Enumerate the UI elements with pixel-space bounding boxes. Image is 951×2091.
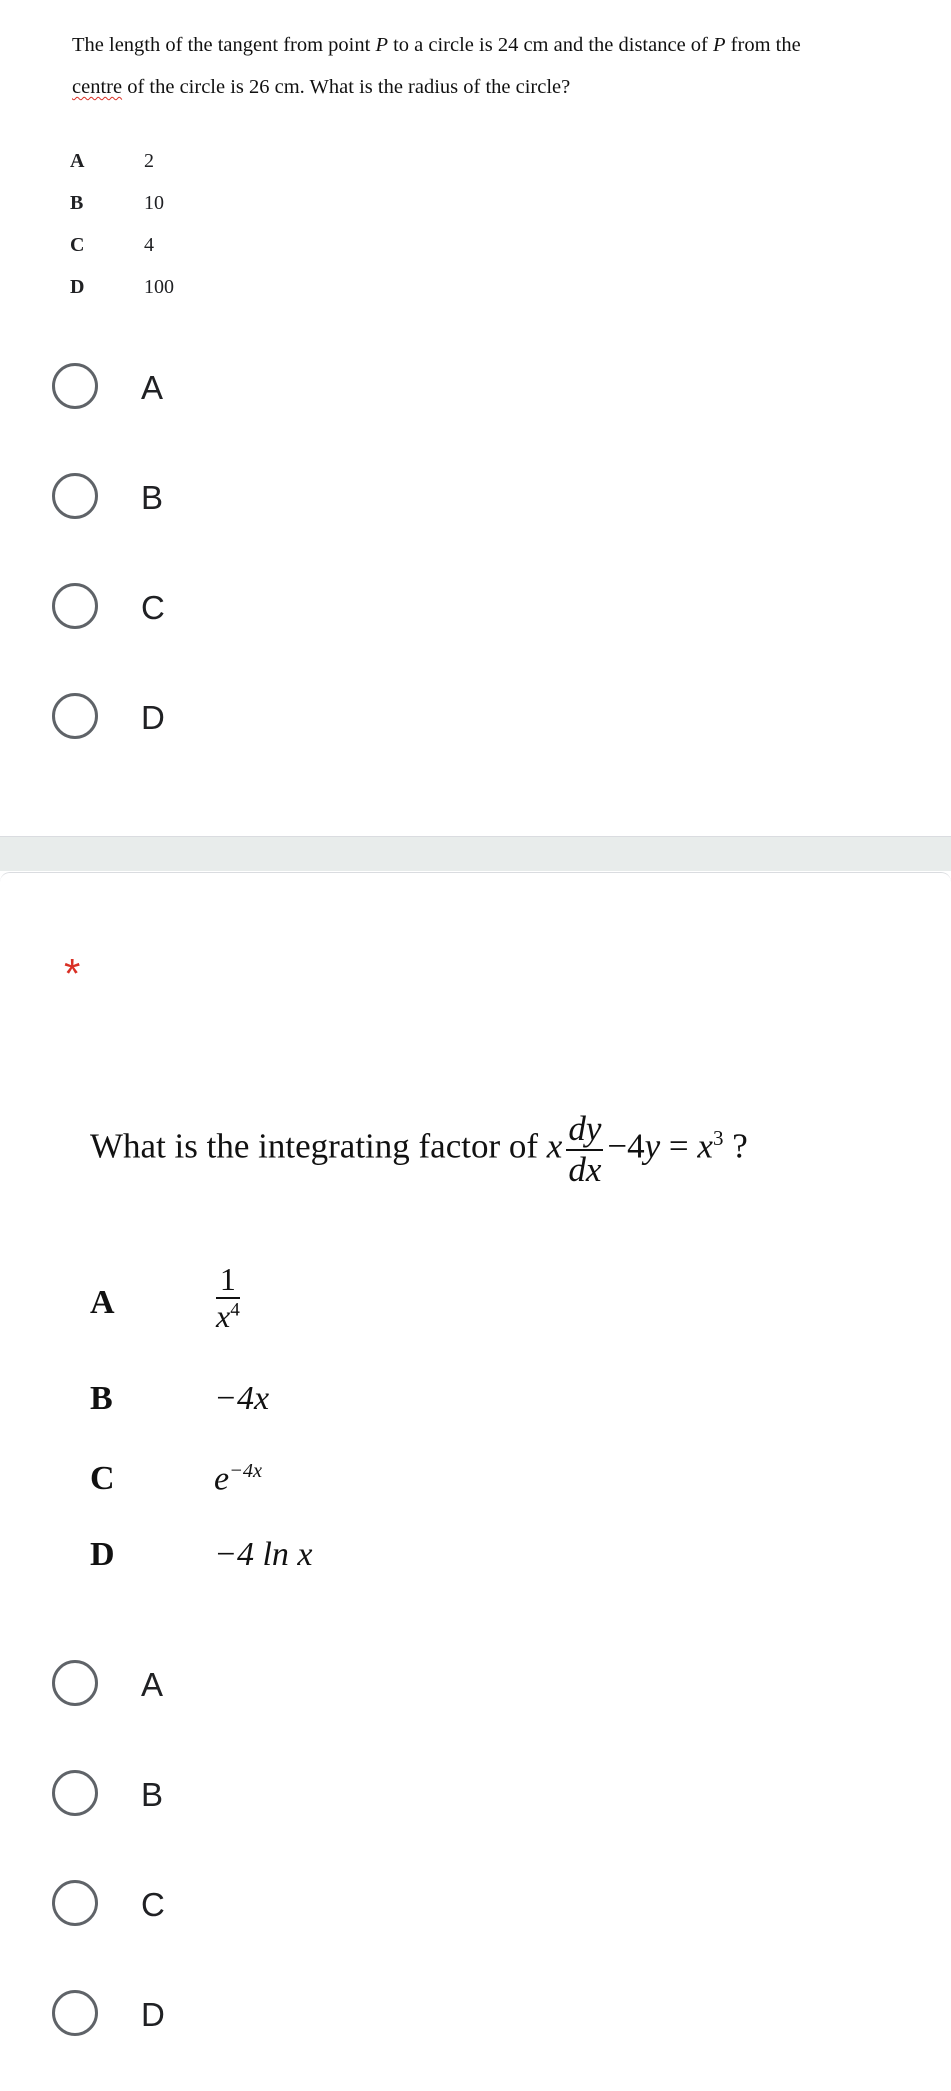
radio-button[interactable] [52, 473, 98, 519]
q1-radio-choice-d[interactable]: D [52, 693, 452, 749]
radio-button[interactable] [52, 693, 98, 739]
radio-button[interactable] [52, 1990, 98, 2036]
q1-radio-choice-b[interactable]: B [52, 473, 452, 529]
question-2-text: What is the integrating factor of x $\frac{dy}{dx}$ $-4y = x^3$ ? [90, 1109, 748, 1189]
q1-radio-choice-a[interactable]: A [52, 363, 452, 419]
dy-dx-fraction: $\frac{dy}{dx}$ [568, 1109, 602, 1189]
question-1-text-line-2: centre of the circle is 26 cm. What is the radius of the circle? [72, 76, 571, 98]
q2-radio-choice-a[interactable]: A [52, 1660, 452, 1716]
radio-button[interactable] [52, 363, 98, 409]
radio-button[interactable] [52, 583, 98, 629]
q2-radio-choice-b[interactable]: B [52, 1770, 452, 1826]
radio-button[interactable] [52, 1660, 98, 1706]
radio-button[interactable] [52, 1770, 98, 1816]
q1-radio-choice-c[interactable]: C [52, 583, 452, 639]
section-separator [0, 837, 951, 871]
q2-radio-choice-c[interactable]: C [52, 1880, 452, 1936]
q2-radio-choice-d[interactable]: D [52, 1990, 452, 2046]
required-asterisk: * [64, 950, 81, 997]
question-card-1: The length of the tangent from point P to a circle is 24 cm and the distance of P from the centre of the circle is 26 cm. What is the radius of the circle? A 2 B 10 C 4 D 100 A B C D [0, 0, 951, 837]
radio-button[interactable] [52, 1880, 98, 1926]
question-1-text-line-1: The length of the tangent from point P to a circle is 24 cm and the distance of P from the [72, 34, 801, 56]
